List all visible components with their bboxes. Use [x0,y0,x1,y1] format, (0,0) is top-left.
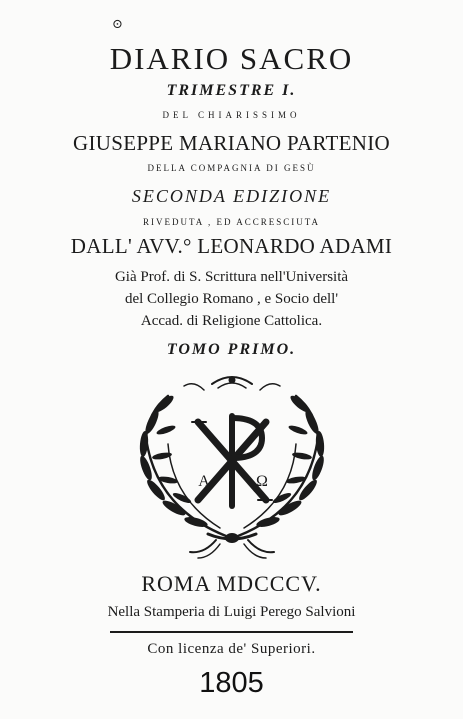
imprint-printer: Nella Stamperia di Luigi Perego Salvioni [107,604,356,620]
corner-circle-mark: ⊙ [112,16,123,31]
alpha-letter: A [198,473,210,490]
editor-name: DALL' AVV.° LEONARDO ADAMI [70,234,393,258]
author-name: GIUSEPPE MARIANO PARTENIO [73,131,390,155]
omega-letter: Ω [256,473,268,490]
edition-statement: SECONDA EDIZIONE [131,186,332,206]
imprint-city-date: ROMA MDCCCV. [141,571,322,596]
licenza-statement: Con licenza de' Superiori. [147,641,316,657]
tomo-label: TOMO PRIMO. [166,341,297,358]
divider-rule [110,631,353,633]
del-chiarissimo: DEL CHIARISSIMO [162,110,301,120]
author-affiliation: DELLA COMPAGNIA DI GESÙ [147,163,316,173]
editor-description-line: del Collegio Romano , e Socio dell' [124,291,339,307]
year-annotation: 1805 [199,667,264,699]
volume-trimestre: TRIMESTRE I. [166,82,297,99]
wreath-vignette-icon [116,368,348,560]
editor-description-line: Accad. di Religione Cattolica. [140,313,323,329]
book-title: DIARIO SACRO [109,41,354,76]
editor-description-line: Già Prof. di S. Scrittura nell'Università [114,269,349,285]
revision-statement: RIVEDUTA , ED ACCRESCIUTA [142,217,321,227]
